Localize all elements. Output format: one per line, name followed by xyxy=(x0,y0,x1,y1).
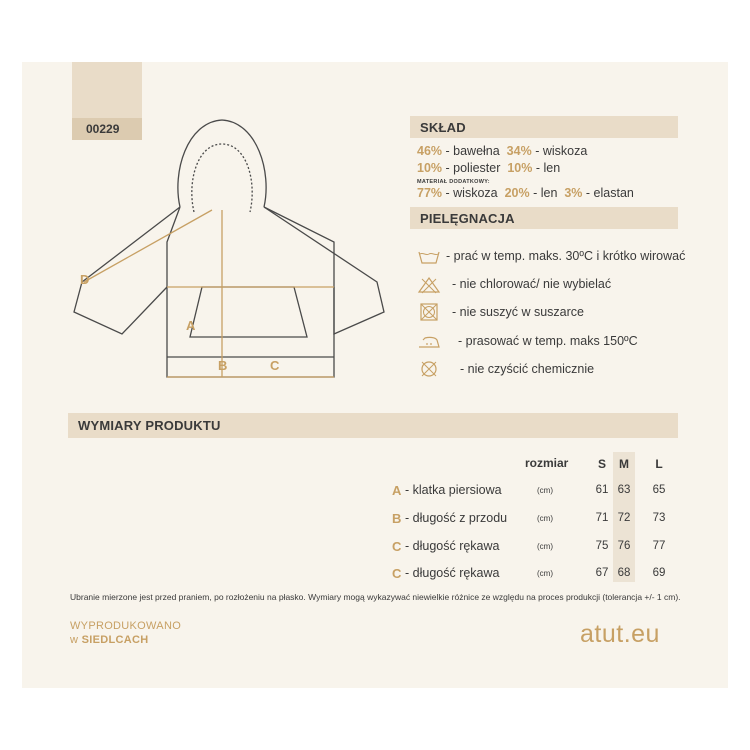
label-c: C xyxy=(270,358,280,373)
row-unit: (cm) xyxy=(537,569,553,578)
value-l: 65 xyxy=(652,484,666,496)
hood-outline xyxy=(178,120,266,207)
label-b: B xyxy=(218,358,228,373)
pct-cotton: 46% xyxy=(417,144,443,158)
made-in-line-2 xyxy=(70,634,148,646)
row-unit: (cm) xyxy=(537,514,553,523)
row-label: - klatka piersiowa xyxy=(405,483,502,497)
body-outline xyxy=(167,207,334,377)
measurement-footnote: Ubranie mierzone jest przed praniem, po rozłożeniu na płasko. Wymiary mogą wykazywać niewielkie różnice ze względu na proces produkcji (tolerancja +/- 1 cm). xyxy=(70,592,681,602)
pct-viscose: 34% xyxy=(506,144,532,158)
care-header: PIELĘGNACJA xyxy=(410,207,678,229)
pocket xyxy=(190,287,307,337)
right-sleeve xyxy=(264,207,384,334)
row-unit: (cm) xyxy=(537,486,553,495)
name-add-linen: - len xyxy=(533,186,558,200)
left-sleeve xyxy=(74,207,180,334)
size-s-header: S xyxy=(597,457,606,471)
value-m: 76 xyxy=(617,540,631,552)
name-add-elastane: - elastan xyxy=(585,186,634,200)
name-viscose: - wiskoza xyxy=(535,144,588,158)
dimensions-header: WYMIARY PRODUKTU xyxy=(68,413,678,438)
name-linen: - len xyxy=(535,161,561,175)
value-l: 73 xyxy=(652,512,666,524)
value-l: 77 xyxy=(652,540,666,552)
row-label: - długość rękawa xyxy=(405,566,500,580)
composition-line-2 xyxy=(417,161,560,175)
value-l: 69 xyxy=(652,567,666,579)
value-s: 71 xyxy=(595,512,609,524)
iron-150-icon xyxy=(417,332,441,350)
label-d: D xyxy=(80,272,90,287)
row-letter: A xyxy=(392,483,402,498)
value-m: 63 xyxy=(617,484,631,496)
made-in-city: SIEDLCACH xyxy=(81,634,149,646)
hood-inner xyxy=(192,144,252,212)
value-m: 68 xyxy=(617,567,631,579)
row-unit: (cm) xyxy=(537,542,553,551)
size-l-header: L xyxy=(655,457,663,471)
row-label: - długość rękawa xyxy=(405,539,500,553)
size-chart-card xyxy=(22,62,728,688)
row-letter: C xyxy=(392,566,402,581)
care-item-3: - nie suszyć w suszarce xyxy=(452,305,584,319)
pct-polyester: 10% xyxy=(417,161,443,175)
composition-header: SKŁAD xyxy=(410,116,678,138)
wash-30-icon xyxy=(417,248,441,266)
row-letter: C xyxy=(392,539,402,554)
pct-add-elastane: 3% xyxy=(564,186,583,200)
measure-d xyxy=(84,210,212,282)
no-tumble-dry-icon xyxy=(417,303,441,321)
made-in-prefix: w xyxy=(70,634,79,646)
no-bleach-icon xyxy=(417,276,441,294)
pct-linen: 10% xyxy=(507,161,533,175)
product-code: 00229 xyxy=(72,118,142,140)
name-cotton: - bawełna xyxy=(445,144,500,158)
row-label: - długość z przodu xyxy=(405,511,508,525)
made-in-line-1: WYPRODUKOWANO xyxy=(70,620,182,632)
care-item-4: - prasować w temp. maks 150ºC xyxy=(458,334,638,348)
additional-material-label: MATERIAŁ DODATKOWY: xyxy=(417,179,490,185)
pct-add-viscose: 77% xyxy=(417,186,443,200)
name-add-viscose: - wiskoza xyxy=(445,186,498,200)
value-s: 75 xyxy=(595,540,609,552)
no-dry-clean-icon xyxy=(417,360,441,378)
row-letter: B xyxy=(392,511,402,526)
composition-line-1 xyxy=(417,144,587,158)
name-polyester: - poliester xyxy=(445,161,501,175)
hoodie-diagram xyxy=(62,112,392,382)
brand-logo: atut.eu xyxy=(580,620,660,648)
size-m-header: M xyxy=(619,457,629,471)
size-header-label: rozmiar xyxy=(525,456,569,470)
value-m: 72 xyxy=(617,512,631,524)
composition-line-3 xyxy=(417,186,634,200)
label-a: A xyxy=(186,318,196,333)
value-s: 61 xyxy=(595,484,609,496)
care-item-1: - prać w temp. maks. 30ºC i krótko wirować xyxy=(446,249,686,263)
pct-add-linen: 20% xyxy=(504,186,530,200)
care-item-5: - nie czyścić chemicznie xyxy=(460,362,595,376)
care-item-2: - nie chlorować/ nie wybielać xyxy=(452,277,612,291)
value-s: 67 xyxy=(595,567,609,579)
